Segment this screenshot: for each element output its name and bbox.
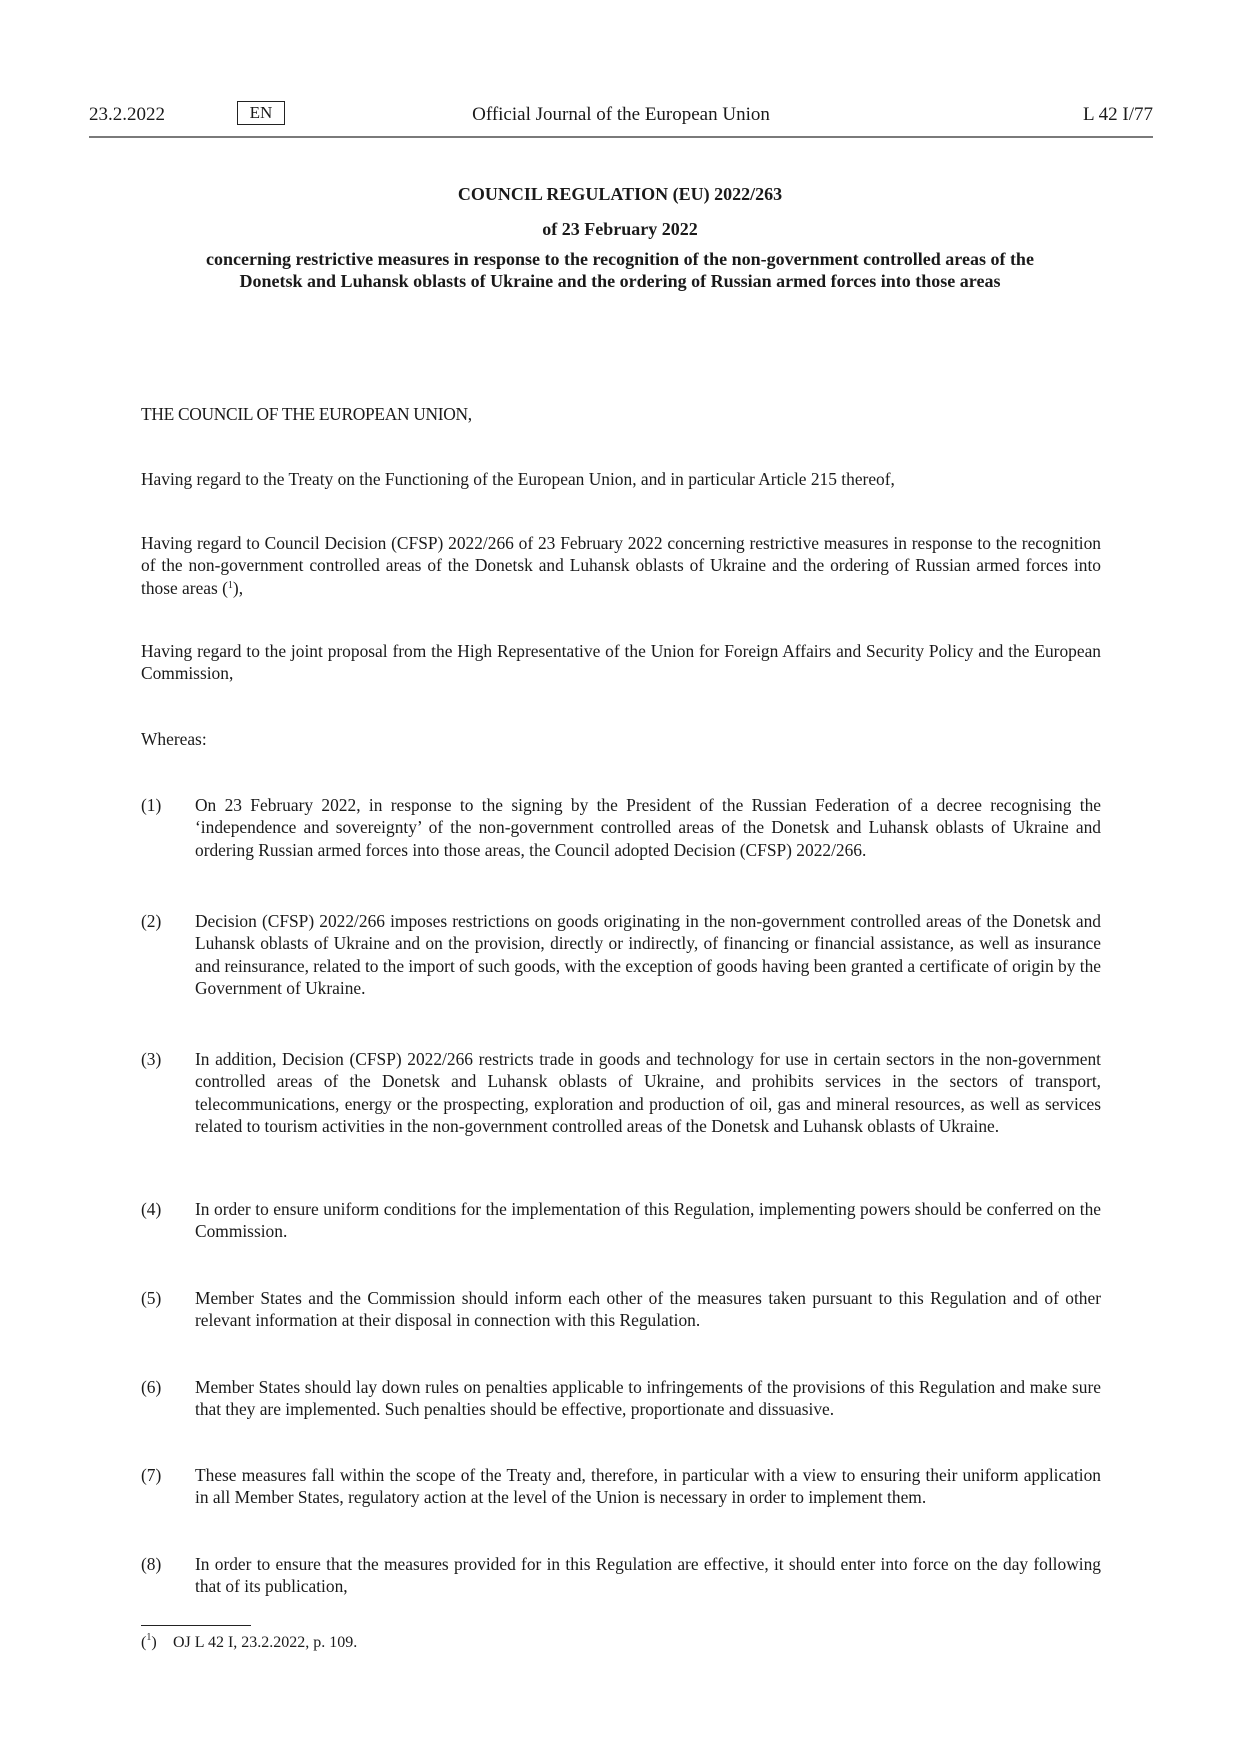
footnote-text: OJ L 42 I, 23.2.2022, p. 109. [173,1634,358,1651]
recital-text: In order to ensure that the measures provided for in this Regulation are effective, it should enter into force on the day following that of its publication, [195,1554,1101,1597]
publication-date: 23.2.2022 [89,104,165,125]
recital-number: (2) [141,911,162,931]
footnote-divider [141,1625,251,1626]
journal-title: Official Journal of the European Union [472,104,770,125]
recital-text: On 23 February 2022, in response to the signing by the President of the Russian Federation of a decree recognising the ‘independence and sovereignty’ of the non-government controlled areas of the Donetsk and Luhansk oblasts of Ukraine and ordering Russian armed forces into those areas, the Council adopted Decision (CFSP) 2022/266. [195,795,1101,860]
recital-number: (1) [141,795,162,815]
recital-text: Member States and the Commission should inform each other of the measures taken pursuant to this Regulation and of other relevant information at their disposal in connection with this Regulation. [195,1288,1101,1331]
page-header [89,92,1153,138]
citation-proposal: Having regard to the joint proposal from the High Representative of the Union for Foreign Affairs and Security Policy and the European Commission, [141,641,1101,684]
footnote-item [141,1634,357,1652]
regulation-title: COUNCIL REGULATION (EU) 2022/263 [457,184,783,204]
regulation-subject: concerning restrictive measures in response to the recognition of the non-government controlled areas of the Donetsk and Luhansk oblasts of Ukraine and the ordering of Russian armed forces into those areas [206,249,1034,291]
recital-text: Member States should lay down rules on penalties applicable to infringements of the provisions of this Regulation and make sure that they are implemented. Such penalties should be effective, proportionate and dissuasive. [195,1377,1101,1420]
recital-text: In addition, Decision (CFSP) 2022/266 restricts trade in goods and technology for use in certain sectors in the non-government controlled areas of the Donetsk and Luhansk oblasts of Ukraine, and prohibits services in the sectors of transport, telecommunications, energy or the prospecting, exploration and production of oil, gas and mineral resources, as well as services related to tourism activities in the non-government controlled areas of the Donetsk and Luhansk oblasts of Ukraine. [195,1049,1101,1136]
citation-decision-text: Having regard to Council Decision (CFSP) 2022/266 of 23 February 2022 concerning restrictive measures in response to the recognition of the non-government controlled areas of the Donetsk and Luhansk oblasts of Ukraine and the ordering of Russian armed forces into those areas [141,533,1101,598]
recital-number: (7) [141,1465,162,1485]
recital-number: (8) [141,1554,162,1574]
page-reference: L 42 I/77 [1082,104,1153,125]
regulation-date: of 23 February 2022 [542,219,698,239]
title-block [150,183,1090,292]
whereas-heading: Whereas: [141,729,207,749]
council-heading: THE COUNCIL OF THE EUROPEAN UNION, [141,404,472,424]
citation-treaty: Having regard to the Treaty on the Functioning of the European Union, and in particular Article 215 thereof, [141,469,895,489]
recital-number: (3) [141,1049,162,1069]
citation-decision: Having regard to Council Decision (CFSP) 2022/266 of 23 February 2022 concerning restrictive measures in response to the recognition of the non-government controlled areas of the Donetsk and Luhansk oblasts of Ukraine and the ordering of Russian armed forces into those areas ($^1$), [141,533,1101,598]
recital-number: (4) [141,1199,162,1219]
recital-text: These measures fall within the scope of the Treaty and, therefore, in particular with a view to ensuring their uniform application in all Member States, regulatory action at the level of the Union is necessary in order to implement them. [195,1465,1101,1508]
footnote-ref[interactable]: 1 [227,579,233,591]
recital-number: (6) [141,1377,162,1397]
language-badge: EN [237,101,285,125]
recital-number: (5) [141,1288,162,1308]
recital-text: In order to ensure uniform conditions for the implementation of this Regulation, implementing powers should be conferred on the Commission. [195,1199,1101,1242]
recital-text: Decision (CFSP) 2022/266 imposes restrictions on goods originating in the non-government controlled areas of the Donetsk and Luhansk oblasts of Ukraine and on the provision, directly or indirectly, of financing or financial assistance, as well as insurance and reinsurance, related to the import of such goods, with the exception of goods having been granted a certificate of origin by the Government of Ukraine. [195,911,1101,998]
footnote-mark: ($^1$) [141,1632,157,1651]
